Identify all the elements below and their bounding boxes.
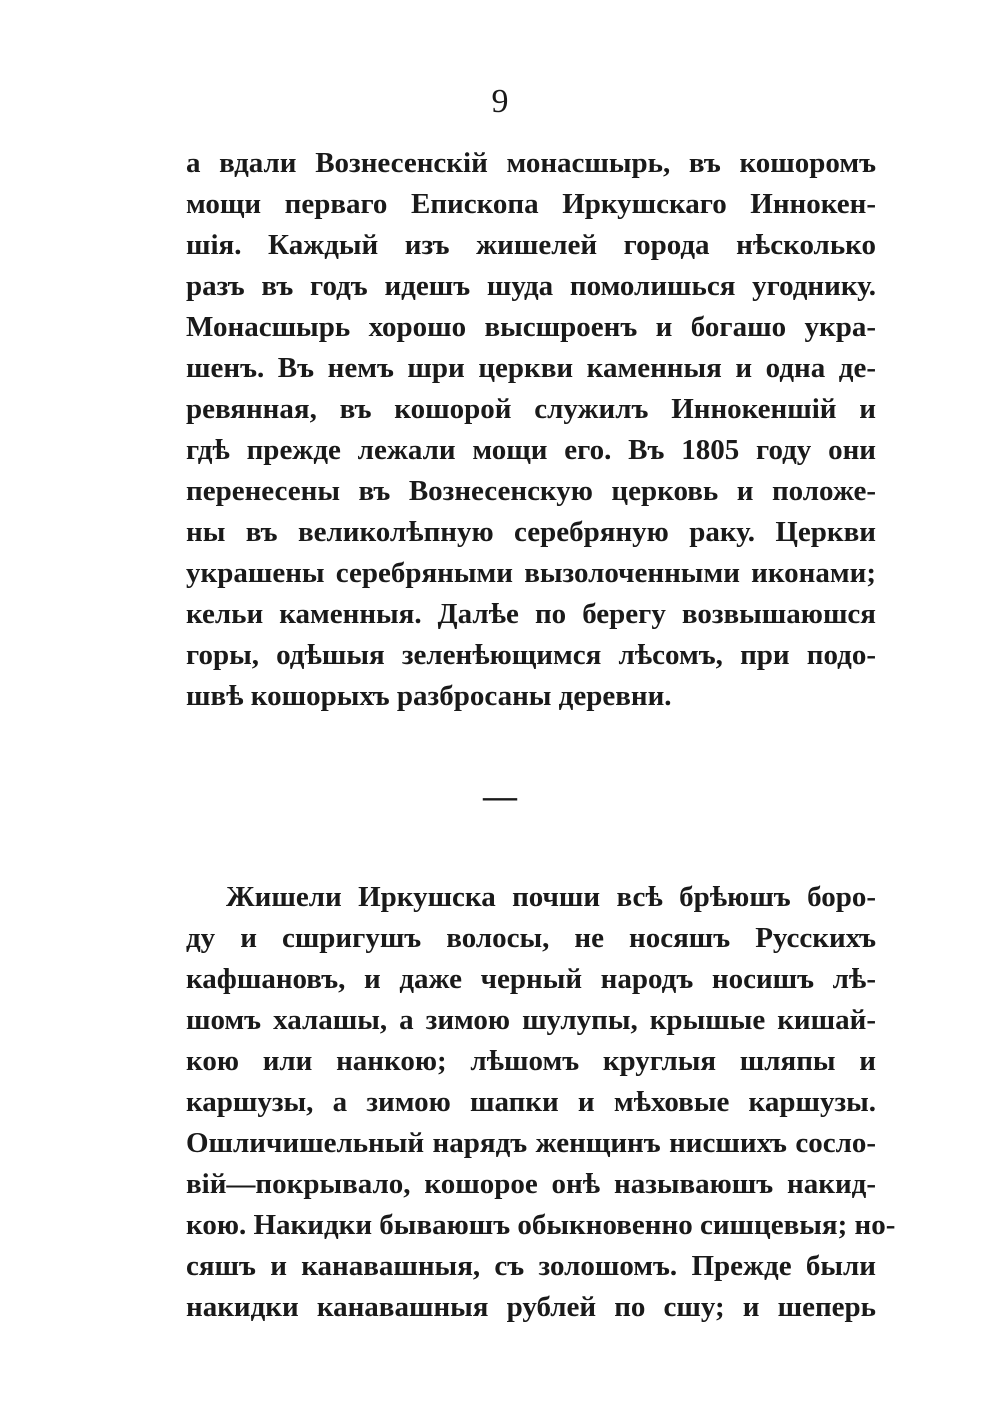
- text-line: швѣ кошорыхъ разбросаны деревни.: [186, 680, 672, 712]
- text-line: шія. Каждый изъ жишелей города нѣсколько: [186, 229, 876, 261]
- text-line: а вдали Вознесенскій монасшырь, въ кошоромъ: [186, 147, 876, 179]
- text-line: ревянная, въ кошорой служилъ Иннокеншій и: [186, 393, 876, 425]
- text-line: Монасшырь хорошо высшроенъ и богашо укра-: [186, 311, 876, 343]
- paragraph-2: [186, 877, 896, 1328]
- text-line: кою или нанкою; лѣшомъ круглыя шляпы и: [186, 1045, 876, 1077]
- text-line: мощи перваго Епископа Иркушскаго Иннокен-: [186, 188, 876, 220]
- text-line: Жишели Иркушска почши всѣ брѣюшъ боро-: [226, 881, 876, 913]
- text-line: разъ въ годъ идешъ шуда помолишься угоднику.: [186, 270, 876, 302]
- text-line: горы, одѣшыя зеленѣющимся лѣсомъ, при подо-: [186, 639, 876, 671]
- text-line: гдѣ прежде лежали мощи его. Въ 1805 году они: [186, 434, 876, 466]
- text-line: кою. Накидки бываюшъ обыкновенно сишцевыя; но-: [186, 1209, 896, 1241]
- paragraph-1: [186, 143, 876, 717]
- text-line: украшены серебряными вызолоченными иконами;: [186, 557, 876, 589]
- text-line: ду и сшригушъ волосы, не носяшъ Русскихъ: [186, 922, 876, 954]
- section-separator: —: [483, 778, 517, 815]
- text-line: сяшъ и канавашныя, съ золошомъ. Прежде были: [186, 1250, 876, 1282]
- text-line: Ошличишельный нарядъ женщинъ нисшихъ сосло-: [186, 1127, 876, 1159]
- text-line: шомъ халашы, а зимою шулупы, крышые кишай-: [186, 1004, 876, 1036]
- text-line: кафшановъ, и даже черный народъ носишъ лѣ-: [186, 963, 876, 995]
- page-number: 9: [491, 83, 509, 120]
- text-line: накидки канавашныя рублей по сшу; и шеперь: [186, 1291, 876, 1323]
- text-line: вій—покрывало, кошорое онѣ называюшъ накид-: [186, 1168, 876, 1200]
- text-line: ны въ великолѣпную серебряную раку. Церкви: [186, 516, 876, 548]
- text-line: кельи каменныя. Далѣе по берегу возвышаюшся: [186, 598, 876, 630]
- text-line: перенесены въ Вознесенскую церковь и положе-: [186, 475, 876, 507]
- text-line: каршузы, а зимою шапки и мѣховые каршузы.: [186, 1086, 876, 1118]
- text-line: шенъ. Въ немъ шри церкви каменныя и одна де-: [186, 352, 876, 384]
